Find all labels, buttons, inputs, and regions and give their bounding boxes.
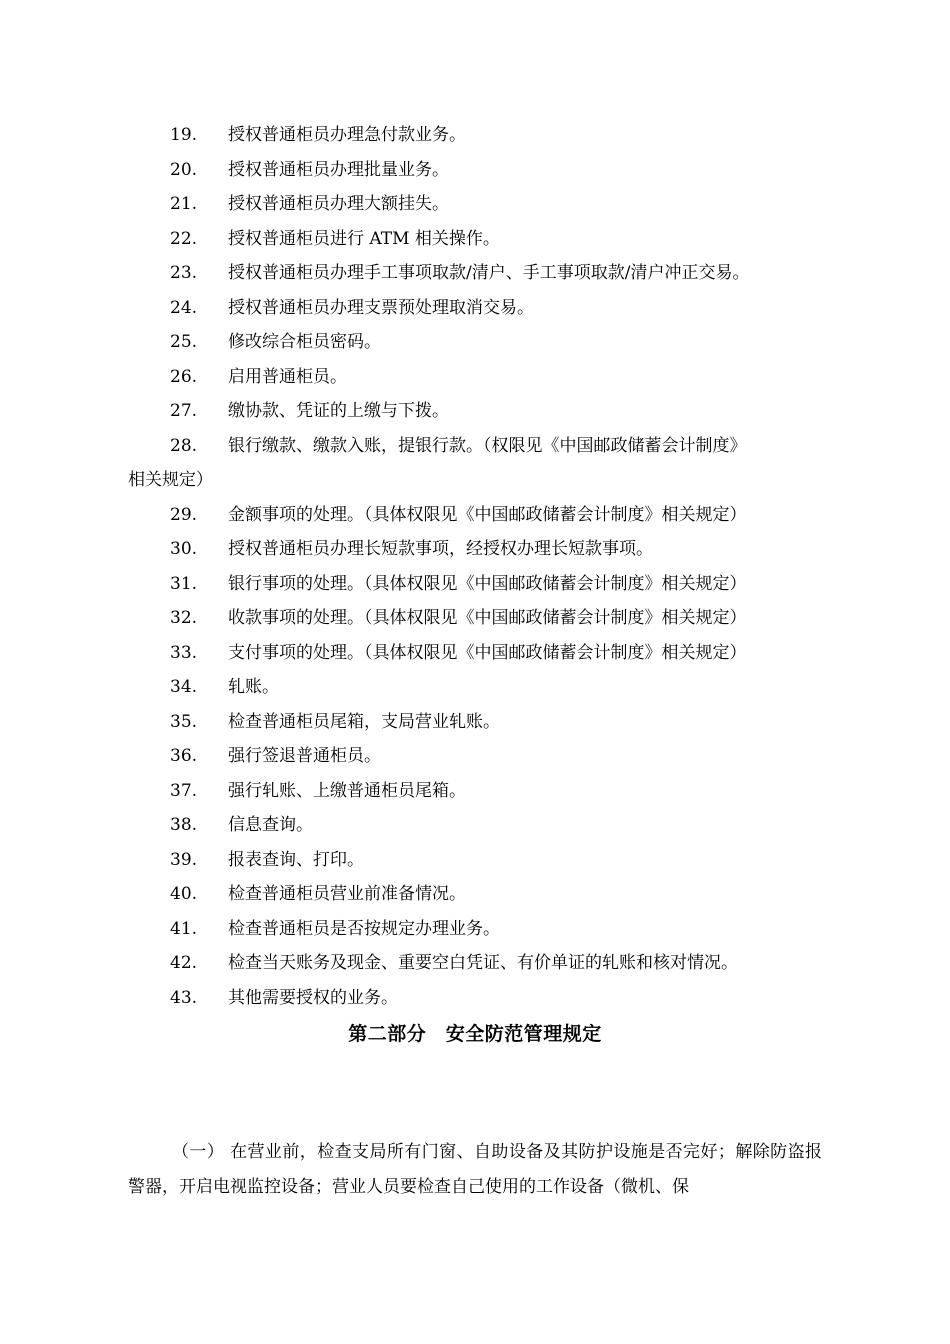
item-number: 28. (170, 435, 198, 456)
list-item (0, 222, 950, 257)
item-number: 27. (170, 401, 198, 421)
item-number: 20. (170, 159, 198, 180)
paragraph-text: 在营业前，检查支局所有门窗、自助设备及其防护设施是否完好；解除防盗报警器，开启电视监控设备；营业人员要检查自己使用的工作设备（微机、保 (128, 1142, 823, 1197)
item-number: 19. (170, 125, 198, 145)
list-item (0, 567, 950, 602)
list-item (0, 601, 950, 636)
item-text: 修改综合柜员密码。 (228, 332, 381, 352)
list-item (0, 360, 950, 395)
authorization-list (0, 118, 950, 1015)
item-number: 23. (170, 263, 198, 283)
list-item (0, 912, 950, 947)
item-text: 缴协款、凭证的上缴与下拨。 (228, 401, 449, 421)
item-text: 银行事项的处理。（具体权限见《中国邮政储蓄会计制度》相关规定） (228, 573, 747, 594)
item-text: 强行轧账、上缴普通柜员尾箱。 (228, 780, 466, 801)
item-text: 信息查询。 (228, 815, 313, 835)
list-item (0, 187, 950, 222)
item-number: 30. (170, 539, 198, 559)
list-item (0, 498, 950, 533)
section-heading: 第二部分 安全防范管理规定 (348, 1023, 602, 1045)
list-item (0, 808, 950, 843)
body-paragraph (128, 1135, 822, 1204)
list-item (0, 256, 950, 291)
item-text: 授权普通柜员办理批量业务。 (228, 159, 449, 180)
item-number: 39. (170, 849, 198, 870)
item-number: 35. (170, 711, 198, 732)
item-text: 授权普通柜员办理支票预处理取消交易。 (228, 297, 534, 318)
item-text: 授权普通柜员办理大额挂失。 (228, 194, 449, 214)
item-text: 其他需要授权的业务。 (228, 987, 398, 1008)
item-number: 31. (170, 573, 198, 594)
item-number: 36. (170, 746, 198, 766)
item-number: 41. (170, 918, 198, 939)
item-number: 37. (170, 780, 198, 801)
item-text: 检查普通柜员尾箱，支局营业轧账。 (228, 711, 500, 732)
item-text: 授权普通柜员办理急付款业务。 (228, 125, 466, 145)
item-number: 42. (170, 953, 198, 973)
list-item (0, 291, 950, 326)
list-item (0, 153, 950, 188)
item-number: 33. (170, 642, 198, 663)
item-number: 21. (170, 194, 198, 214)
item-number: 40. (170, 884, 198, 904)
item-number: 24. (170, 297, 198, 318)
list-item (0, 774, 950, 809)
paragraph-marker: （一） (172, 1142, 225, 1162)
item-number: 22. (170, 228, 198, 249)
item-number: 32. (170, 608, 198, 628)
list-item (0, 670, 950, 705)
item-text: 轧账。 (228, 677, 279, 697)
list-item (0, 946, 950, 981)
item-text: 报表查询、打印。 (228, 849, 364, 870)
item-number: 29. (170, 504, 198, 525)
item-text: 收款事项的处理。（具体权限见《中国邮政储蓄会计制度》相关规定） (228, 608, 747, 628)
item-text: 授权普通柜员进行 ATM 相关操作。 (228, 228, 500, 249)
list-item (0, 118, 950, 153)
item-number: 38. (170, 815, 198, 835)
item-text: 授权普通柜员办理手工事项取款/清户、手工事项取款/清户冲正交易。 (228, 263, 750, 283)
item-text: 检查普通柜员营业前准备情况。 (228, 884, 466, 904)
item-number: 25. (170, 332, 198, 352)
item-text: 授权普通柜员办理长短款事项，经授权办理长短款事项。 (228, 539, 653, 559)
list-item (0, 877, 950, 912)
item-text: 检查当天账务及现金、重要空白凭证、有价单证的轧账和核对情况。 (228, 953, 738, 973)
list-item (0, 739, 950, 774)
item-text: 强行签退普通柜员。 (228, 746, 381, 766)
item-number: 34. (170, 677, 198, 697)
list-item (0, 394, 950, 429)
item-text: 金额事项的处理。（具体权限见《中国邮政储蓄会计制度》相关规定） (228, 504, 747, 525)
item-text: 检查普通柜员是否按规定办理业务。 (228, 918, 500, 939)
item-text: 启用普通柜员。 (228, 366, 347, 387)
item-text-continuation: 相关规定） (128, 470, 213, 490)
item-number: 43. (170, 987, 198, 1008)
list-item (0, 981, 950, 1016)
list-item (0, 843, 950, 878)
item-text-line: 银行缴款、缴款入账，提银行款。（权限见《中国邮政储蓄会计制度》 (228, 435, 747, 456)
item-text: 支付事项的处理。（具体权限见《中国邮政储蓄会计制度》相关规定） (228, 642, 747, 663)
list-item (0, 705, 950, 740)
list-item (0, 325, 950, 360)
list-item (0, 429, 950, 498)
item-number: 26. (170, 366, 198, 387)
list-item (0, 532, 950, 567)
list-item (0, 636, 950, 671)
